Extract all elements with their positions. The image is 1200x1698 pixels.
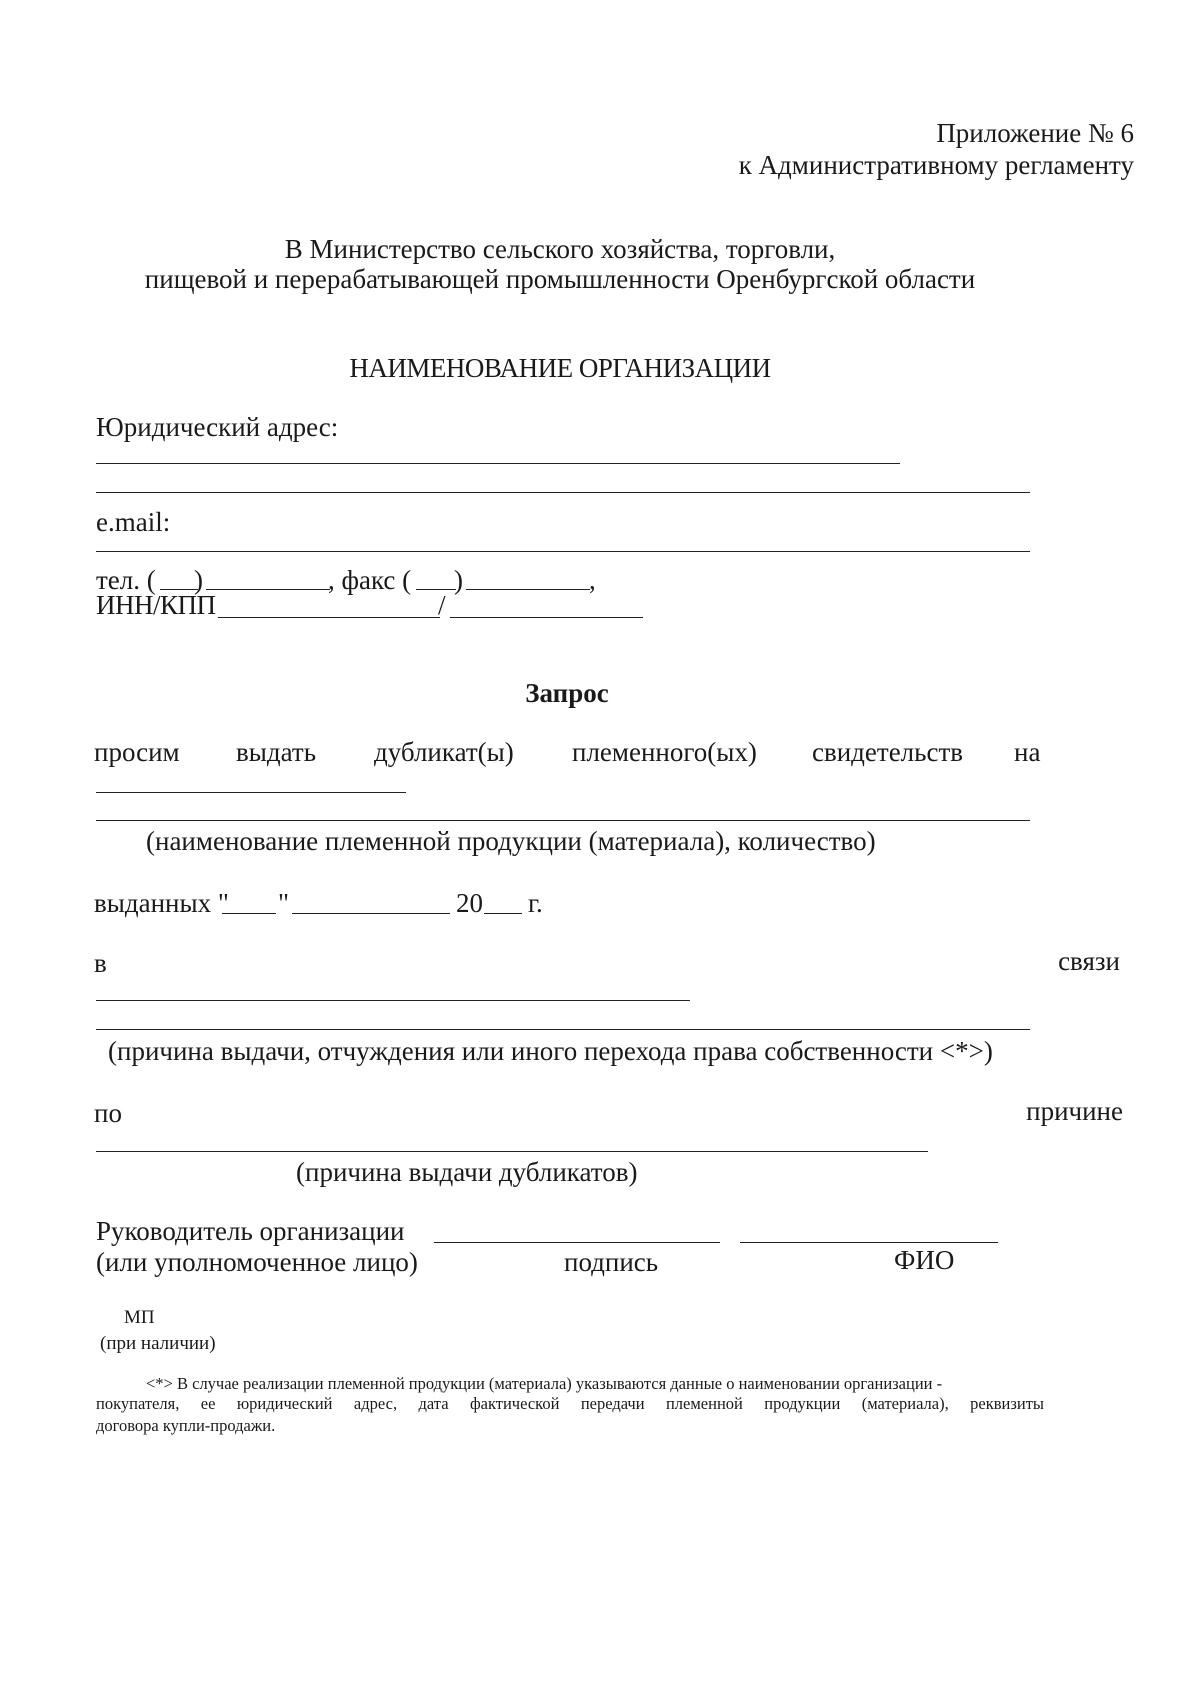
request-title: Запрос: [525, 678, 609, 708]
fax-close-paren: ): [454, 565, 463, 595]
issued-year-suffix: г.: [528, 888, 543, 918]
authorized-person-label: (или уполномоченное лицо): [96, 1247, 418, 1277]
regulation-reference: к Административному регламенту: [738, 150, 1134, 180]
issued-year-prefix: 20: [456, 888, 483, 918]
issued-month-line[interactable]: [292, 913, 450, 914]
addressee-line-1: В Министерство сельского хозяйства, торговли,: [284, 234, 836, 264]
reason-caption: (причина выдачи, отчуждения или иного перехода права собственности <*>): [108, 1036, 993, 1066]
issued-quote-close: ": [278, 888, 290, 918]
fax-code-line[interactable]: [416, 589, 456, 590]
duplicate-reason-line[interactable]: [96, 1151, 928, 1152]
inn-kpp-label: ИНН/КПП: [96, 590, 216, 620]
seal-note: (при наличии): [100, 1333, 216, 1354]
in-word: в: [94, 948, 107, 978]
footnote-line-2: покупателя, ее юридический адрес, дата фактической передачи племенной продукции (материала), реквизиты: [96, 1394, 1044, 1413]
connection-word: связи: [1058, 946, 1120, 976]
product-line-2[interactable]: [96, 820, 1030, 821]
organization-name: НАИМЕНОВАНИЕ ОРГАНИЗАЦИИ: [349, 353, 771, 383]
request-word-certificates: свидетельств: [812, 737, 964, 767]
issued-day-line[interactable]: [222, 913, 276, 914]
request-word-for: на: [1014, 737, 1041, 767]
inn-kpp-slash: /: [438, 590, 446, 620]
signature-line[interactable]: [434, 1242, 720, 1243]
request-word-ask: просим: [94, 737, 180, 767]
full-name-line[interactable]: [740, 1242, 998, 1243]
inn-line[interactable]: [218, 617, 440, 618]
legal-address-label: Юридический адрес:: [96, 412, 339, 442]
legal-address-line-1[interactable]: [96, 463, 900, 464]
issued-year-line[interactable]: [484, 913, 522, 914]
addressee-line-2: пищевой и перерабатывающей промышленности Оренбургской области: [144, 264, 976, 294]
product-line-1[interactable]: [96, 792, 406, 793]
kpp-line[interactable]: [450, 617, 643, 618]
reason-line-1[interactable]: [96, 1000, 690, 1001]
head-of-organization-label: Руководитель организации: [96, 1216, 405, 1246]
footnote-line-1: <*> В случае реализации племенной продукции (материала) указываются данные о наименовании организации -: [146, 1374, 943, 1393]
full-name-caption: ФИО: [894, 1245, 955, 1275]
request-word-duplicates: дубликат(ы): [374, 737, 514, 767]
footnote-line-3: договора купли-продажи.: [96, 1416, 276, 1435]
email-line[interactable]: [96, 551, 1030, 552]
by-word: по: [94, 1098, 122, 1128]
phone-fax-trailing-comma: ,: [589, 565, 596, 595]
signature-caption: подпись: [564, 1247, 659, 1277]
request-word-breeding: племенного(ых): [572, 737, 757, 767]
duplicate-reason-caption: (причина выдачи дубликатов): [296, 1157, 638, 1187]
phone-close-paren: ): [194, 565, 203, 595]
issued-label: выданных ": [94, 888, 229, 918]
appendix-number: Приложение № 6: [936, 118, 1134, 148]
legal-address-line-2[interactable]: [96, 492, 1030, 493]
phone-label: тел. (: [96, 565, 156, 595]
product-caption: (наименование племенной продукции (материала), количество): [146, 826, 876, 856]
request-word-issue: выдать: [236, 737, 317, 767]
cause-word: причине: [1026, 1096, 1123, 1126]
fax-label: , факс (: [328, 565, 412, 595]
email-label: e.mail:: [96, 507, 171, 537]
reason-line-2[interactable]: [96, 1029, 1030, 1030]
phone-number-line[interactable]: [206, 589, 330, 590]
fax-number-line[interactable]: [466, 589, 590, 590]
seal-label: МП: [124, 1307, 155, 1328]
